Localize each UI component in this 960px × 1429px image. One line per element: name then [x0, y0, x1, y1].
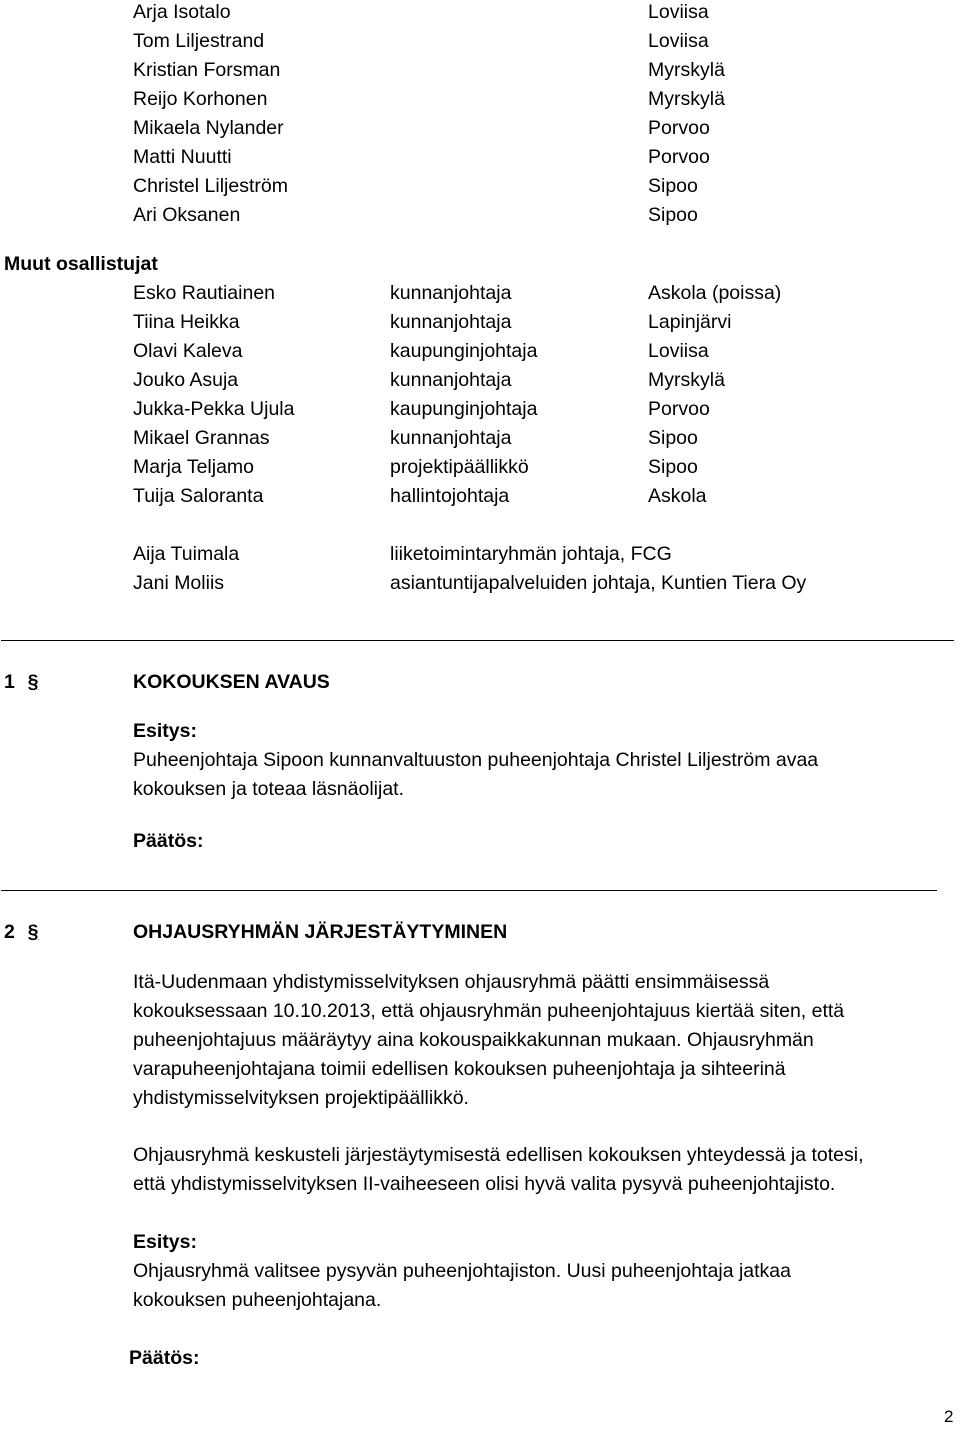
other-participants-heading: Muut osallistujat — [4, 253, 158, 275]
other-place: Loviisa — [648, 340, 709, 362]
text-line: kokouksessaan 10.10.2013, että ohjausryhmän puheenjohtajuus kiertää siten, että — [133, 1000, 845, 1022]
text-line: yhdistymisselvityksen projektipäällikkö. — [133, 1087, 469, 1109]
section-2-header — [4, 918, 704, 947]
section-1-header — [4, 668, 704, 697]
expert-name: Jani Moliis — [133, 572, 225, 594]
other-place: Myrskylä — [648, 369, 725, 391]
member-name: Matti Nuutti — [133, 146, 232, 168]
expert-role: asiantuntijapalveluiden johtaja, Kuntien Tiera Oy — [390, 572, 807, 594]
other-role: kunnanjohtaja — [390, 369, 512, 391]
member-place: Myrskylä — [648, 59, 725, 81]
other-name: Jukka-Pekka Ujula — [133, 398, 295, 420]
other-role: kunnanjohtaja — [390, 427, 512, 449]
member-name: Kristian Forsman — [133, 59, 281, 81]
section-title: OHJAUSRYHMÄN JÄRJESTÄYTYMINEN — [133, 921, 508, 943]
text-line: puheenjohtajuus määräytyy aina kokouspaikkakunnan mukaan. Ohjausryhmän — [133, 1029, 814, 1051]
section-1-esitys — [133, 746, 933, 804]
section-2-esitys — [133, 1257, 933, 1315]
other-role: kaupunginjohtaja — [390, 340, 538, 362]
other-name: Marja Teljamo — [133, 456, 255, 478]
section-number: 1 — [4, 671, 15, 693]
other-role: kaupunginjohtaja — [390, 398, 538, 420]
text-line: että yhdistymisselvityksen II-vaiheeseen olisi hyvä valita pysyvä puheenjohtajisto. — [133, 1173, 836, 1195]
esitys-label: Esitys: — [133, 1231, 197, 1253]
other-place: Askola — [648, 485, 707, 507]
text-line: Itä-Uudenmaan yhdistymisselvityksen ohjausryhmä päätti ensimmäisessä — [133, 971, 770, 993]
section-title: KOKOUKSEN AVAUS — [133, 671, 330, 693]
other-place: Sipoo — [648, 427, 698, 449]
section-number: 2 — [4, 921, 15, 943]
member-place: Porvoo — [648, 117, 710, 139]
member-name: Arja Isotalo — [133, 1, 231, 23]
text-line: Ohjausryhmä valitsee pysyvän puheenjohtajiston. Uusi puheenjohtaja jatkaa — [133, 1260, 791, 1282]
text-line: Ohjausryhmä keskusteli järjestäytymisestä edellisen kokouksen yhteydessä ja totesi, — [133, 1144, 864, 1166]
member-place: Loviisa — [648, 30, 709, 52]
other-name: Olavi Kaleva — [133, 340, 243, 362]
other-place: Porvoo — [648, 398, 710, 420]
other-role: kunnanjohtaja — [390, 311, 512, 333]
paatos-label: Päätös: — [133, 830, 204, 852]
page-number: 2 — [944, 1407, 954, 1426]
member-place: Porvoo — [648, 146, 710, 168]
expert-role: liiketoimintaryhmän johtaja, FCG — [390, 543, 672, 565]
text-line: kokouksen puheenjohtajana. — [133, 1289, 382, 1311]
paatos-label: Päätös: — [129, 1347, 200, 1369]
other-role: kunnanjohtaja — [390, 282, 512, 304]
expert-name: Aija Tuimala — [133, 543, 240, 565]
other-name: Esko Rautiainen — [133, 282, 276, 304]
member-name: Tom Liljestrand — [133, 30, 265, 52]
section-symbol: § — [27, 921, 39, 943]
other-name: Jouko Asuja — [133, 369, 239, 391]
divider — [1, 890, 937, 891]
other-place: Sipoo — [648, 456, 698, 478]
text-line: varapuheenjohtajana toimii edellisen kokouksen puheenjohtaja ja sihteerinä — [133, 1058, 786, 1080]
other-place: Askola (poissa) — [648, 282, 782, 304]
member-name: Christel Liljeström — [133, 175, 288, 197]
other-name: Tuija Saloranta — [133, 485, 264, 507]
other-name: Mikael Grannas — [133, 427, 270, 449]
text-line: kokouksen ja toteaa läsnäolijat. — [133, 778, 405, 800]
member-place: Sipoo — [648, 204, 698, 226]
section-2-paragraph-1 — [133, 968, 933, 1113]
other-name: Tiina Heikka — [133, 311, 240, 333]
esitys-label: Esitys: — [133, 720, 197, 742]
member-place: Myrskylä — [648, 88, 725, 110]
other-role: projektipäällikkö — [390, 456, 529, 478]
member-place: Sipoo — [648, 175, 698, 197]
section-symbol: § — [27, 671, 39, 693]
other-role: hallintojohtaja — [390, 485, 510, 507]
member-name: Reijo Korhonen — [133, 88, 268, 110]
text-line: Puheenjohtaja Sipoon kunnanvaltuuston puheenjohtaja Christel Liljeström avaa — [133, 749, 819, 771]
member-name: Mikaela Nylander — [133, 117, 284, 139]
other-place: Lapinjärvi — [648, 311, 732, 333]
member-place: Loviisa — [648, 1, 709, 23]
member-name: Ari Oksanen — [133, 204, 241, 226]
section-2-paragraph-2 — [133, 1141, 933, 1199]
divider — [1, 640, 954, 641]
